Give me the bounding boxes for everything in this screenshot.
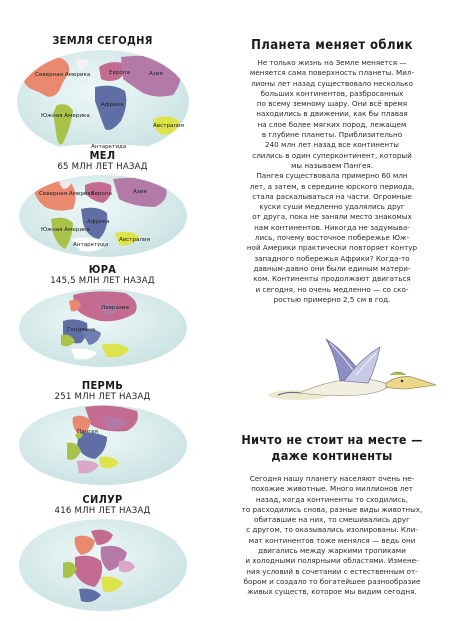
globe-jurassic-icon (15, 287, 191, 369)
section-text-2 (224, 474, 440, 598)
text-line: бором и создало то богатейшее разнообразие (243, 576, 421, 586)
text-line: ростью примерно 2,5 см в год. (273, 294, 391, 304)
text-line: ния условий в сочетании с естественным от- (246, 566, 418, 576)
map-title: ЮРА (88, 263, 117, 276)
label-antarctica: Антарктида (90, 144, 126, 150)
map-silurian (0, 494, 205, 613)
text-line: живых существ, которое мы видим сегодня. (247, 587, 417, 597)
globe-silurian-icon (15, 517, 191, 613)
section-heading-2 (222, 432, 442, 464)
text-line: нам континентов. Никогда не задумыва- (254, 222, 410, 232)
text-line: ком. Континенты продолжают двигаться (253, 274, 411, 284)
text-line: мат континентов тоже менялся — ведь они (248, 535, 416, 545)
map-cretaceous (0, 150, 205, 259)
text-line: давным-давно они были единым матери- (253, 263, 411, 273)
map-permian (0, 380, 205, 487)
label-asia: Азия (148, 71, 163, 77)
map-title: ЗЕМЛЯ СЕГОДНЯ (52, 34, 153, 47)
text-line: по всему земному шару. Они всё время (256, 99, 408, 109)
text-line: больших континентов, разбросанных (260, 88, 404, 98)
text-line: ной Америки практически повторяет контур (246, 243, 418, 253)
text-line: слились в один суперконтинент, который (252, 150, 412, 160)
label-south-america: Южная Америка (40, 227, 90, 233)
text-line: лионы лет назад существовало несколько (251, 78, 413, 88)
label-gondwana: Гондвана (66, 327, 95, 333)
label-europe: Европа (108, 70, 130, 76)
text-line: от друга, пока не заняли место знакомых (252, 212, 412, 222)
map-title: МЕЛ (89, 149, 116, 162)
globe-permian-icon (15, 403, 191, 487)
label-north-america: Северная Америка (38, 191, 94, 197)
text-line: в глубине планеты. Приблизительно (261, 130, 403, 140)
map-title: СИЛУР (82, 493, 123, 506)
text-line: с другом, то оказывались изолированы. Кли- (246, 525, 418, 535)
text-line: куски суши медленно удалялись друг (259, 202, 405, 212)
map-subtitle: 145,5 МЛН ЛЕТ НАЗАД (50, 276, 155, 286)
globe-cretaceous-icon (15, 173, 191, 259)
text-line: лись, почему восточное побережье Юж- (254, 233, 410, 243)
label-north-america: Северная Америка (34, 72, 90, 78)
text-line: лет, а затем, в середине юрского периода, (249, 181, 415, 191)
section-text-1 (224, 58, 440, 305)
map-title: ПЕРМЬ (81, 379, 124, 392)
text-line: обитавшие на них, то смешивались друг (254, 515, 410, 525)
label-pangea: Пангея (76, 429, 98, 435)
text-line: двигались между жаркими тропиками (258, 546, 406, 556)
text-line: то расходились снова, разные виды животных, (241, 504, 423, 514)
text-line: похожие животные. Много миллионов лет (251, 484, 413, 494)
text-line: меняется сама поверхность планеты. Мил- (249, 68, 415, 78)
globe-today-icon (13, 47, 193, 157)
label-asia: Азия (132, 189, 147, 195)
text-line: назад, когда континенты то сходились, (255, 494, 409, 504)
heading-line: Ничто не стоит на месте — (241, 432, 423, 447)
text-line: Пангея существовала примерно 60 млн (256, 171, 408, 181)
label-africa: Африка (100, 102, 124, 108)
label-europe: Европа (90, 191, 112, 197)
label-australia: Австралия (118, 237, 150, 243)
section-heading: Планета меняет облик (251, 38, 413, 53)
heading-line: даже континенты (271, 448, 393, 463)
text-line: Не только жизнь на Земле меняется — (257, 58, 407, 67)
text-line: на слое более мягких пород, лежащем (257, 119, 407, 129)
map-jurassic (0, 264, 205, 369)
map-subtitle: 416 МЛН ЛЕТ НАЗАД (54, 506, 151, 516)
label-antarctica: Антарктида (72, 242, 108, 248)
maps-column (0, 0, 205, 621)
pterosaur-icon (240, 335, 440, 415)
map-subtitle: 251 МЛН ЛЕТ НАЗАД (54, 392, 151, 402)
map-subtitle: 65 МЛН ЛЕТ НАЗАД (57, 162, 148, 172)
label-australia: Австралия (152, 123, 184, 129)
label-laurasia: Лавразия (100, 305, 129, 311)
text-line: западного побережья Африки? Когда-то (254, 253, 410, 263)
text-column (222, 0, 442, 621)
text-line: и холодными полярными областями. Измене- (245, 556, 419, 566)
text-line: 240 млн лет назад все континенты (265, 140, 399, 150)
label-south-america: Южная Америка (40, 113, 90, 119)
label-africa: Африка (86, 219, 110, 225)
text-line: находились в движении, как бы плавая (256, 109, 408, 119)
text-line: мы называем Пангея. (290, 160, 374, 170)
map-today (0, 35, 205, 157)
text-line: Сегодня нашу планету населяют очень не- (249, 474, 415, 483)
text-line: и сегодня, но очень медленно — со ско- (255, 284, 409, 294)
text-line: стала раскалываться на части. Огромные (252, 191, 412, 201)
